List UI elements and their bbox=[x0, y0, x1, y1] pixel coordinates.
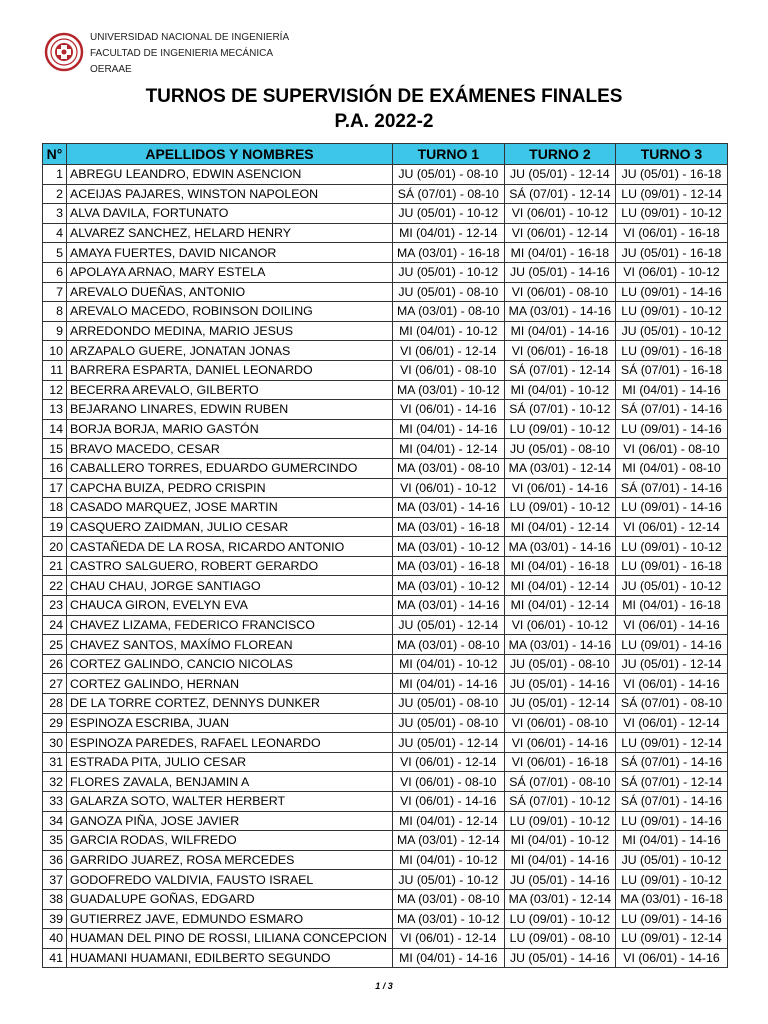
column-header-turno-1: TURNO 1 bbox=[393, 144, 505, 165]
row-number: 27 bbox=[43, 674, 67, 694]
row-number: 25 bbox=[43, 635, 67, 655]
supervisor-name: GUADALUPE GOÑAS, EDGARD bbox=[67, 889, 393, 909]
supervisor-name: GANOZA PIÑA, JOSE JAVIER bbox=[67, 811, 393, 831]
table-row bbox=[43, 419, 728, 439]
turno-2-cell: MI (04/01) - 10-12 bbox=[504, 380, 616, 400]
column-header-number: N° bbox=[43, 144, 67, 165]
table-row bbox=[43, 243, 728, 263]
supervisor-name: ACEIJAS PAJARES, WINSTON NAPOLEON bbox=[67, 184, 393, 204]
turno-1-cell: JU (05/01) - 08-10 bbox=[393, 713, 505, 733]
turno-1-cell: JU (05/01) - 08-10 bbox=[393, 282, 505, 302]
turno-1-cell: MI (04/01) - 12-14 bbox=[393, 439, 505, 459]
turno-1-cell: SÁ (07/01) - 08-10 bbox=[393, 184, 505, 204]
supervisor-name: CHAU CHAU, JORGE SANTIAGO bbox=[67, 576, 393, 596]
turno-3-cell: VI (06/01) - 14-16 bbox=[616, 948, 728, 968]
row-number: 5 bbox=[43, 243, 67, 263]
table-row bbox=[43, 870, 728, 890]
turno-2-cell: JU (05/01) - 08-10 bbox=[504, 439, 616, 459]
turno-1-cell: MI (04/01) - 14-16 bbox=[393, 948, 505, 968]
table-row bbox=[43, 380, 728, 400]
supervisor-name: ESTRADA PITA, JULIO CESAR bbox=[67, 752, 393, 772]
turno-3-cell: VI (06/01) - 12-14 bbox=[616, 517, 728, 537]
office-name: OERAAE bbox=[90, 64, 132, 75]
turno-2-cell: MA (03/01) - 14-16 bbox=[504, 302, 616, 322]
row-number: 6 bbox=[43, 262, 67, 282]
supervisor-name: AREVALO MACEDO, ROBINSON DOILING bbox=[67, 302, 393, 322]
table-row bbox=[43, 635, 728, 655]
row-number: 20 bbox=[43, 537, 67, 557]
turno-3-cell: LU (09/01) - 16-18 bbox=[616, 556, 728, 576]
turno-2-cell: JU (05/01) - 12-14 bbox=[504, 165, 616, 185]
turno-2-cell: MA (03/01) - 14-16 bbox=[504, 537, 616, 557]
turno-3-cell: LU (09/01) - 10-12 bbox=[616, 537, 728, 557]
turno-1-cell: VI (06/01) - 12-14 bbox=[393, 752, 505, 772]
turno-2-cell: LU (09/01) - 08-10 bbox=[504, 929, 616, 949]
turno-1-cell: VI (06/01) - 12-14 bbox=[393, 929, 505, 949]
turno-2-cell: LU (09/01) - 10-12 bbox=[504, 811, 616, 831]
turno-3-cell: LU (09/01) - 10-12 bbox=[616, 302, 728, 322]
table-row bbox=[43, 223, 728, 243]
supervisor-name: CHAVEZ LIZAMA, FEDERICO FRANCISCO bbox=[67, 615, 393, 635]
supervisor-name: ARZAPALO GUERE, JONATAN JONAS bbox=[67, 341, 393, 361]
university-logo-icon bbox=[44, 32, 84, 72]
table-row bbox=[43, 811, 728, 831]
supervisor-name: CORTEZ GALINDO, CANCIO NICOLAS bbox=[67, 654, 393, 674]
turno-3-cell: MI (04/01) - 16-18 bbox=[616, 596, 728, 616]
table-row bbox=[43, 302, 728, 322]
turno-1-cell: MA (03/01) - 10-12 bbox=[393, 576, 505, 596]
turno-2-cell: SÁ (07/01) - 12-14 bbox=[504, 184, 616, 204]
row-number: 29 bbox=[43, 713, 67, 733]
turno-2-cell: VI (06/01) - 10-12 bbox=[504, 615, 616, 635]
turno-2-cell: JU (05/01) - 08-10 bbox=[504, 654, 616, 674]
row-number: 38 bbox=[43, 889, 67, 909]
turno-3-cell: SÁ (07/01) - 14-16 bbox=[616, 752, 728, 772]
supervisor-name: GODOFREDO VALDIVIA, FAUSTO ISRAEL bbox=[67, 870, 393, 890]
column-header-turno-3: TURNO 3 bbox=[616, 144, 728, 165]
turno-3-cell: JU (05/01) - 10-12 bbox=[616, 321, 728, 341]
column-header-name: APELLIDOS Y NOMBRES bbox=[67, 144, 393, 165]
turno-1-cell: JU (05/01) - 10-12 bbox=[393, 262, 505, 282]
supervisor-name: CABALLERO TORRES, EDUARDO GUMERCINDO bbox=[67, 458, 393, 478]
turno-1-cell: MA (03/01) - 08-10 bbox=[393, 635, 505, 655]
supervisor-name: ABREGU LEANDRO, EDWIN ASENCION bbox=[67, 165, 393, 185]
turno-1-cell: VI (06/01) - 12-14 bbox=[393, 341, 505, 361]
row-number: 9 bbox=[43, 321, 67, 341]
supervisor-name: ARREDONDO MEDINA, MARIO JESUS bbox=[67, 321, 393, 341]
table-row bbox=[43, 654, 728, 674]
turno-3-cell: LU (09/01) - 14-16 bbox=[616, 635, 728, 655]
row-number: 3 bbox=[43, 204, 67, 224]
turno-1-cell: JU (05/01) - 08-10 bbox=[393, 165, 505, 185]
turno-2-cell: VI (06/01) - 16-18 bbox=[504, 752, 616, 772]
turno-3-cell: VI (06/01) - 10-12 bbox=[616, 262, 728, 282]
turno-3-cell: SÁ (07/01) - 08-10 bbox=[616, 694, 728, 714]
supervisor-name: CASADO MARQUEZ, JOSE MARTIN bbox=[67, 498, 393, 518]
table-row bbox=[43, 713, 728, 733]
turno-2-cell: LU (09/01) - 10-12 bbox=[504, 419, 616, 439]
table-row bbox=[43, 262, 728, 282]
supervisor-name: AREVALO DUEÑAS, ANTONIO bbox=[67, 282, 393, 302]
row-number: 33 bbox=[43, 792, 67, 812]
turno-1-cell: MA (03/01) - 08-10 bbox=[393, 889, 505, 909]
supervisor-name: GUTIERREZ JAVE, EDMUNDO ESMARO bbox=[67, 909, 393, 929]
row-number: 18 bbox=[43, 498, 67, 518]
turno-2-cell: SÁ (07/01) - 08-10 bbox=[504, 772, 616, 792]
supervisor-name: CHAUCA GIRON, EVELYN EVA bbox=[67, 596, 393, 616]
row-number: 26 bbox=[43, 654, 67, 674]
supervisor-name: DE LA TORRE CORTEZ, DENNYS DUNKER bbox=[67, 694, 393, 714]
turno-3-cell: LU (09/01) - 14-16 bbox=[616, 909, 728, 929]
row-number: 23 bbox=[43, 596, 67, 616]
row-number: 2 bbox=[43, 184, 67, 204]
turno-2-cell: VI (06/01) - 10-12 bbox=[504, 204, 616, 224]
turno-1-cell: MI (04/01) - 10-12 bbox=[393, 321, 505, 341]
turno-2-cell: MI (04/01) - 14-16 bbox=[504, 321, 616, 341]
turno-3-cell: SÁ (07/01) - 14-16 bbox=[616, 792, 728, 812]
turno-2-cell: MI (04/01) - 12-14 bbox=[504, 596, 616, 616]
turno-2-cell: SÁ (07/01) - 10-12 bbox=[504, 400, 616, 420]
turno-1-cell: MA (03/01) - 12-14 bbox=[393, 831, 505, 851]
row-number: 31 bbox=[43, 752, 67, 772]
supervisor-name: CASTAÑEDA DE LA ROSA, RICARDO ANTONIO bbox=[67, 537, 393, 557]
row-number: 8 bbox=[43, 302, 67, 322]
table-row bbox=[43, 948, 728, 968]
turno-2-cell: JU (05/01) - 14-16 bbox=[504, 262, 616, 282]
supervisor-name: ESPINOZA ESCRIBA, JUAN bbox=[67, 713, 393, 733]
supervisor-name: CORTEZ GALINDO, HERNAN bbox=[67, 674, 393, 694]
turno-3-cell: VI (06/01) - 14-16 bbox=[616, 615, 728, 635]
row-number: 41 bbox=[43, 948, 67, 968]
turno-3-cell: VI (06/01) - 08-10 bbox=[616, 439, 728, 459]
turno-2-cell: VI (06/01) - 08-10 bbox=[504, 713, 616, 733]
table-row bbox=[43, 282, 728, 302]
table-header-row bbox=[43, 144, 728, 165]
table-row bbox=[43, 321, 728, 341]
row-number: 24 bbox=[43, 615, 67, 635]
supervision-table bbox=[42, 143, 728, 968]
turno-2-cell: MI (04/01) - 12-14 bbox=[504, 517, 616, 537]
turno-3-cell: LU (09/01) - 10-12 bbox=[616, 204, 728, 224]
document-title: TURNOS DE SUPERVISIÓN DE EXÁMENES FINALES bbox=[145, 86, 623, 107]
turno-1-cell: MA (03/01) - 16-18 bbox=[393, 517, 505, 537]
turno-1-cell: MA (03/01) - 10-12 bbox=[393, 909, 505, 929]
institution-header bbox=[44, 28, 444, 80]
turno-2-cell: MA (03/01) - 12-14 bbox=[504, 889, 616, 909]
turno-3-cell: LU (09/01) - 12-14 bbox=[616, 733, 728, 753]
row-number: 37 bbox=[43, 870, 67, 890]
supervisor-name: AMAYA FUERTES, DAVID NICANOR bbox=[67, 243, 393, 263]
table-row bbox=[43, 184, 728, 204]
turno-3-cell: VI (06/01) - 12-14 bbox=[616, 713, 728, 733]
table-row bbox=[43, 752, 728, 772]
row-number: 22 bbox=[43, 576, 67, 596]
table-row bbox=[43, 204, 728, 224]
turno-2-cell: VI (06/01) - 14-16 bbox=[504, 478, 616, 498]
supervisor-name: CHAVEZ SANTOS, MAXÍMO FLOREAN bbox=[67, 635, 393, 655]
turno-2-cell: LU (09/01) - 10-12 bbox=[504, 498, 616, 518]
row-number: 11 bbox=[43, 360, 67, 380]
turno-1-cell: JU (05/01) - 08-10 bbox=[393, 694, 505, 714]
turno-3-cell: SÁ (07/01) - 16-18 bbox=[616, 360, 728, 380]
table-row bbox=[43, 850, 728, 870]
row-number: 32 bbox=[43, 772, 67, 792]
turno-3-cell: JU (05/01) - 10-12 bbox=[616, 576, 728, 596]
turno-1-cell: MA (03/01) - 16-18 bbox=[393, 556, 505, 576]
table-row bbox=[43, 772, 728, 792]
turno-1-cell: VI (06/01) - 10-12 bbox=[393, 478, 505, 498]
row-number: 13 bbox=[43, 400, 67, 420]
turno-3-cell: MI (04/01) - 14-16 bbox=[616, 380, 728, 400]
turno-1-cell: JU (05/01) - 12-14 bbox=[393, 615, 505, 635]
turno-3-cell: SÁ (07/01) - 14-16 bbox=[616, 400, 728, 420]
supervisor-name: BORJA BORJA, MARIO GASTÓN bbox=[67, 419, 393, 439]
turno-1-cell: MI (04/01) - 10-12 bbox=[393, 850, 505, 870]
turno-1-cell: MA (03/01) - 16-18 bbox=[393, 243, 505, 263]
turno-3-cell: JU (05/01) - 16-18 bbox=[616, 165, 728, 185]
supervisor-name: GARCIA RODAS, WILFREDO bbox=[67, 831, 393, 851]
table-row bbox=[43, 674, 728, 694]
table-row bbox=[43, 498, 728, 518]
supervisor-name: ESPINOZA PAREDES, RAFAEL LEONARDO bbox=[67, 733, 393, 753]
table-body bbox=[43, 165, 728, 968]
turno-3-cell: VI (06/01) - 14-16 bbox=[616, 674, 728, 694]
faculty-name: FACULTAD DE INGENIERIA MECÁNICA bbox=[90, 48, 273, 59]
row-number: 39 bbox=[43, 909, 67, 929]
turno-1-cell: MA (03/01) - 14-16 bbox=[393, 498, 505, 518]
row-number: 16 bbox=[43, 458, 67, 478]
row-number: 1 bbox=[43, 165, 67, 185]
row-number: 10 bbox=[43, 341, 67, 361]
row-number: 19 bbox=[43, 517, 67, 537]
turno-3-cell: LU (09/01) - 16-18 bbox=[616, 341, 728, 361]
turno-1-cell: JU (05/01) - 12-14 bbox=[393, 733, 505, 753]
turno-2-cell: JU (05/01) - 14-16 bbox=[504, 674, 616, 694]
row-number: 21 bbox=[43, 556, 67, 576]
turno-1-cell: MA (03/01) - 08-10 bbox=[393, 302, 505, 322]
row-number: 15 bbox=[43, 439, 67, 459]
supervisor-name: HUAMAN DEL PINO DE ROSSI, LILIANA CONCEPCION bbox=[67, 929, 393, 949]
supervisor-name: CASTRO SALGUERO, ROBERT GERARDO bbox=[67, 556, 393, 576]
column-header-turno-2: TURNO 2 bbox=[504, 144, 616, 165]
turno-2-cell: VI (06/01) - 12-14 bbox=[504, 223, 616, 243]
supervisor-name: CAPCHA BUIZA, PEDRO CRISPIN bbox=[67, 478, 393, 498]
table-row bbox=[43, 909, 728, 929]
table-row bbox=[43, 517, 728, 537]
turno-2-cell: SÁ (07/01) - 12-14 bbox=[504, 360, 616, 380]
table-row bbox=[43, 341, 728, 361]
row-number: 36 bbox=[43, 850, 67, 870]
table-row bbox=[43, 733, 728, 753]
turno-2-cell: MI (04/01) - 10-12 bbox=[504, 831, 616, 851]
turno-1-cell: JU (05/01) - 10-12 bbox=[393, 204, 505, 224]
turno-3-cell: LU (09/01) - 12-14 bbox=[616, 929, 728, 949]
turno-2-cell: VI (06/01) - 14-16 bbox=[504, 733, 616, 753]
university-name: UNIVERSIDAD NACIONAL DE INGENIERÍA bbox=[90, 32, 290, 43]
turno-3-cell: LU (09/01) - 12-14 bbox=[616, 184, 728, 204]
row-number: 12 bbox=[43, 380, 67, 400]
turno-3-cell: LU (09/01) - 14-16 bbox=[616, 419, 728, 439]
turno-2-cell: JU (05/01) - 12-14 bbox=[504, 694, 616, 714]
supervisor-name: BEJARANO LINARES, EDWIN RUBEN bbox=[67, 400, 393, 420]
table-row bbox=[43, 792, 728, 812]
supervisor-name: APOLAYA ARNAO, MARY ESTELA bbox=[67, 262, 393, 282]
turno-1-cell: MI (04/01) - 14-16 bbox=[393, 419, 505, 439]
supervisor-name: BARRERA ESPARTA, DANIEL LEONARDO bbox=[67, 360, 393, 380]
turno-2-cell: MA (03/01) - 14-16 bbox=[504, 635, 616, 655]
turno-1-cell: VI (06/01) - 08-10 bbox=[393, 772, 505, 792]
turno-2-cell: SÁ (07/01) - 10-12 bbox=[504, 792, 616, 812]
turno-1-cell: VI (06/01) - 08-10 bbox=[393, 360, 505, 380]
table-row bbox=[43, 831, 728, 851]
table-row bbox=[43, 929, 728, 949]
turno-1-cell: MA (03/01) - 10-12 bbox=[393, 537, 505, 557]
turno-2-cell: MI (04/01) - 16-18 bbox=[504, 243, 616, 263]
turno-3-cell: LU (09/01) - 14-16 bbox=[616, 811, 728, 831]
supervisor-name: ALVA DAVILA, FORTUNATO bbox=[67, 204, 393, 224]
turno-1-cell: VI (06/01) - 14-16 bbox=[393, 792, 505, 812]
row-number: 17 bbox=[43, 478, 67, 498]
table-row bbox=[43, 556, 728, 576]
turno-3-cell: LU (09/01) - 14-16 bbox=[616, 282, 728, 302]
turno-1-cell: MI (04/01) - 12-14 bbox=[393, 223, 505, 243]
turno-2-cell: MI (04/01) - 14-16 bbox=[504, 850, 616, 870]
table-row bbox=[43, 694, 728, 714]
turno-3-cell: MA (03/01) - 16-18 bbox=[616, 889, 728, 909]
row-number: 34 bbox=[43, 811, 67, 831]
table-row bbox=[43, 165, 728, 185]
supervisor-name: GALARZA SOTO, WALTER HERBERT bbox=[67, 792, 393, 812]
turno-1-cell: MI (04/01) - 12-14 bbox=[393, 811, 505, 831]
turno-1-cell: MA (03/01) - 10-12 bbox=[393, 380, 505, 400]
row-number: 28 bbox=[43, 694, 67, 714]
turno-3-cell: VI (06/01) - 16-18 bbox=[616, 223, 728, 243]
turno-1-cell: MI (04/01) - 10-12 bbox=[393, 654, 505, 674]
turno-3-cell: LU (09/01) - 14-16 bbox=[616, 498, 728, 518]
turno-2-cell: JU (05/01) - 14-16 bbox=[504, 870, 616, 890]
turno-2-cell: LU (09/01) - 10-12 bbox=[504, 909, 616, 929]
supervisor-name: GARRIDO JUAREZ, ROSA MERCEDES bbox=[67, 850, 393, 870]
supervisor-name: ALVAREZ SANCHEZ, HELARD HENRY bbox=[67, 223, 393, 243]
turno-2-cell: MI (04/01) - 16-18 bbox=[504, 556, 616, 576]
academic-period: P.A. 2022-2 bbox=[334, 111, 434, 132]
table-row bbox=[43, 537, 728, 557]
turno-3-cell: LU (09/01) - 10-12 bbox=[616, 870, 728, 890]
table-row bbox=[43, 478, 728, 498]
row-number: 35 bbox=[43, 831, 67, 851]
turno-3-cell: SÁ (07/01) - 14-16 bbox=[616, 478, 728, 498]
turno-2-cell: VI (06/01) - 16-18 bbox=[504, 341, 616, 361]
supervisor-name: BRAVO MACEDO, CESAR bbox=[67, 439, 393, 459]
page-number: 1 / 3 bbox=[375, 981, 393, 991]
turno-3-cell: MI (04/01) - 08-10 bbox=[616, 458, 728, 478]
table-row bbox=[43, 360, 728, 380]
turno-1-cell: JU (05/01) - 10-12 bbox=[393, 870, 505, 890]
row-number: 30 bbox=[43, 733, 67, 753]
turno-3-cell: JU (05/01) - 16-18 bbox=[616, 243, 728, 263]
table-row bbox=[43, 889, 728, 909]
turno-3-cell: SÁ (07/01) - 12-14 bbox=[616, 772, 728, 792]
turno-3-cell: JU (05/01) - 12-14 bbox=[616, 654, 728, 674]
table-row bbox=[43, 615, 728, 635]
supervisor-name: BECERRA AREVALO, GILBERTO bbox=[67, 380, 393, 400]
table-row bbox=[43, 458, 728, 478]
turno-2-cell: MI (04/01) - 12-14 bbox=[504, 576, 616, 596]
turno-3-cell: JU (05/01) - 10-12 bbox=[616, 850, 728, 870]
supervisor-name: HUAMANI HUAMANI, EDILBERTO SEGUNDO bbox=[67, 948, 393, 968]
row-number: 40 bbox=[43, 929, 67, 949]
institution-text bbox=[90, 30, 289, 78]
row-number: 4 bbox=[43, 223, 67, 243]
turno-1-cell: MA (03/01) - 14-16 bbox=[393, 596, 505, 616]
turno-2-cell: VI (06/01) - 08-10 bbox=[504, 282, 616, 302]
turno-2-cell: MA (03/01) - 12-14 bbox=[504, 458, 616, 478]
turno-3-cell: MI (04/01) - 14-16 bbox=[616, 831, 728, 851]
table-row bbox=[43, 596, 728, 616]
turno-1-cell: MA (03/01) - 08-10 bbox=[393, 458, 505, 478]
turno-1-cell: VI (06/01) - 14-16 bbox=[393, 400, 505, 420]
turno-1-cell: MI (04/01) - 14-16 bbox=[393, 674, 505, 694]
table-row bbox=[43, 400, 728, 420]
row-number: 7 bbox=[43, 282, 67, 302]
supervisor-name: FLORES ZAVALA, BENJAMIN A bbox=[67, 772, 393, 792]
supervisor-name: CASQUERO ZAIDMAN, JULIO CESAR bbox=[67, 517, 393, 537]
table-row bbox=[43, 576, 728, 596]
row-number: 14 bbox=[43, 419, 67, 439]
table-row bbox=[43, 439, 728, 459]
turno-2-cell: JU (05/01) - 14-16 bbox=[504, 948, 616, 968]
